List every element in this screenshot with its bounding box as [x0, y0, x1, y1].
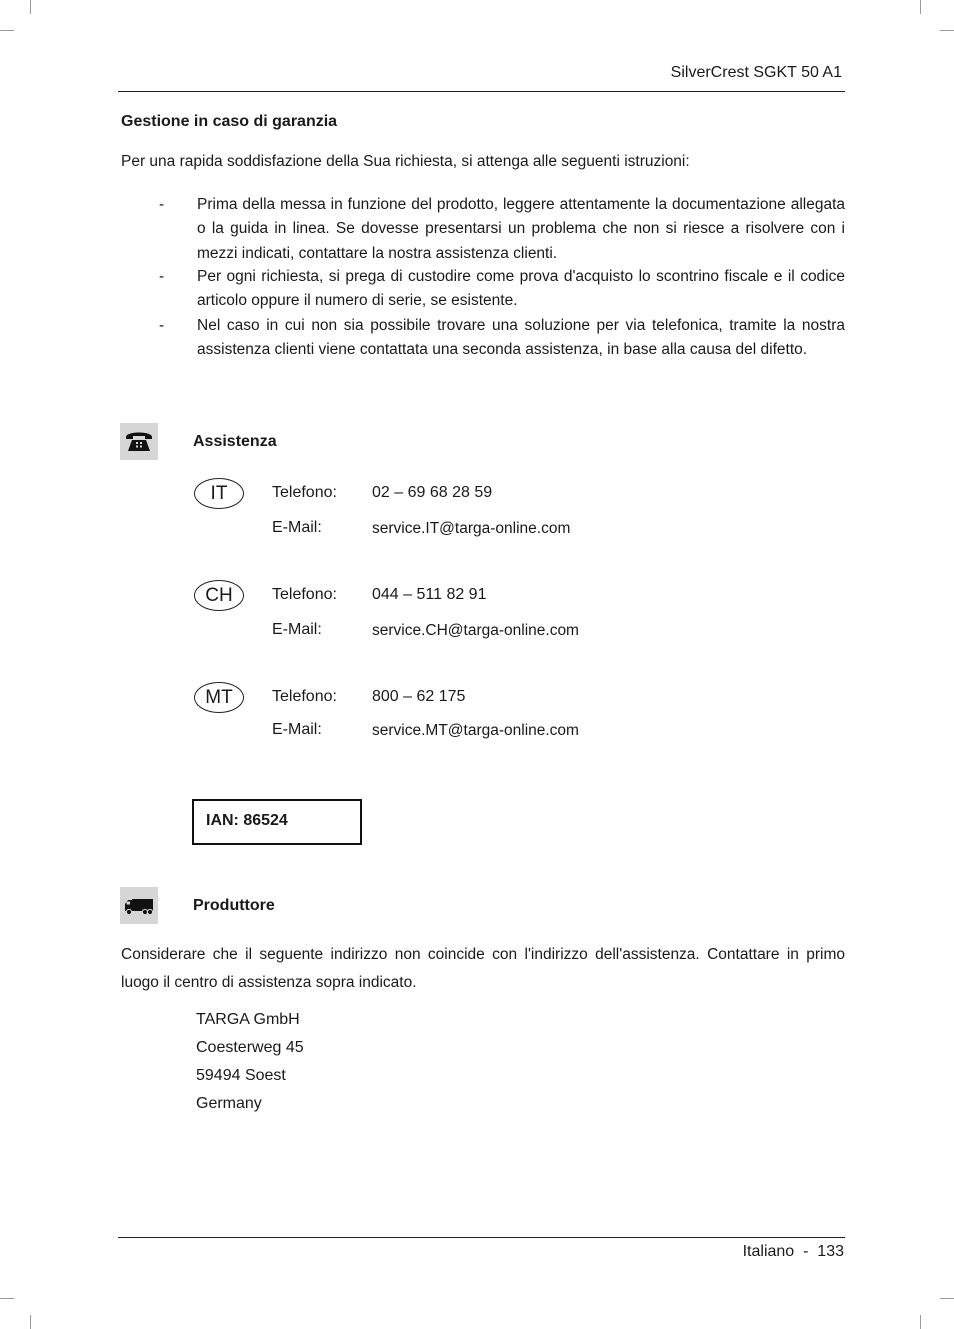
- crop-mark: [920, 1315, 921, 1329]
- manufacturer-heading: Produttore: [193, 897, 275, 914]
- country-badge-ch: CH: [194, 580, 244, 611]
- ian-box: [192, 799, 362, 845]
- truck-icon: [120, 887, 158, 924]
- phone-number: 044 – 511 82 91: [372, 586, 487, 603]
- phone-number: 800 – 62 175: [372, 688, 466, 705]
- phone-number: 02 – 69 68 28 59: [372, 484, 493, 501]
- list-item-text: Prima della messa in funzione del prodotto, leggere attentamente la documentazione allegata o la guida in linea. Se dovesse presentarsi un problema che non si riesce a risolvere con i mezzi indicati, contattare la nostra assistenza clienti.: [197, 196, 845, 262]
- bullet-dash: -: [159, 196, 165, 213]
- crop-mark: [920, 0, 921, 14]
- email-label: E-Mail:: [272, 621, 322, 638]
- crop-mark: [0, 1298, 14, 1299]
- email-label: E-Mail:: [272, 519, 322, 536]
- phone-label: Telefono:: [272, 484, 337, 501]
- address-line: Coesterweg 45: [196, 1039, 304, 1056]
- phone-label: Telefono:: [272, 688, 337, 705]
- crop-mark: [30, 0, 31, 14]
- email-label: E-Mail:: [272, 721, 322, 738]
- page-footer: [743, 1243, 844, 1261]
- email-address: service.MT@targa-online.com: [372, 722, 579, 739]
- manufacturer-note: Considerare che il seguente indirizzo non coincide con l'indirizzo dell'assistenza. Contattare in primo luogo il centro di assistenza sopra indicato.: [121, 946, 845, 991]
- list-item-text: Per ogni richiesta, si prega di custodire come prova d'acquisto lo scontrino fiscale e il codice articolo oppure il numero di serie, se esistente.: [197, 268, 845, 310]
- address-line: 59494 Soest: [196, 1067, 286, 1084]
- email-address: service.CH@targa-online.com: [372, 622, 579, 639]
- crop-mark: [940, 1298, 954, 1299]
- list-item: [121, 265, 845, 314]
- header-rule: [118, 91, 845, 92]
- bullet-dash: -: [159, 268, 165, 285]
- footer-separator: -: [803, 1243, 809, 1260]
- email-address: service.IT@targa-online.com: [372, 520, 571, 537]
- phone-label: Telefono:: [272, 586, 337, 603]
- ian-number: IAN: 86524: [206, 812, 288, 829]
- section-title: Gestione in caso di garanzia: [121, 113, 338, 130]
- crop-mark: [0, 30, 14, 31]
- address-line: TARGA GmbH: [196, 1011, 300, 1028]
- bullet-dash: -: [159, 317, 165, 334]
- footer-language: Italiano: [742, 1243, 795, 1260]
- list-item-text: Nel caso in cui non sia possibile trovare una soluzione per via telefonica, tramite la nostra assistenza clienti viene contattata una seconda assistenza, in base alla causa del difetto.: [197, 317, 845, 359]
- page-number: 133: [817, 1243, 844, 1260]
- list-item: [121, 193, 845, 266]
- crop-mark: [940, 30, 954, 31]
- intro-paragraph: Per una rapida soddisfazione della Sua richiesta, si attenga alle seguenti istruzioni:: [121, 153, 690, 170]
- assistance-heading: Assistenza: [193, 433, 277, 450]
- header-title: SilverCrest SGKT 50 A1: [670, 64, 842, 81]
- list-item: [121, 314, 845, 363]
- address-line: Germany: [196, 1095, 262, 1112]
- country-badge-mt: MT: [194, 682, 244, 713]
- crop-mark: [30, 1315, 31, 1329]
- telephone-icon: [120, 423, 158, 460]
- footer-rule: [118, 1237, 845, 1238]
- country-badge-it: IT: [194, 478, 244, 509]
